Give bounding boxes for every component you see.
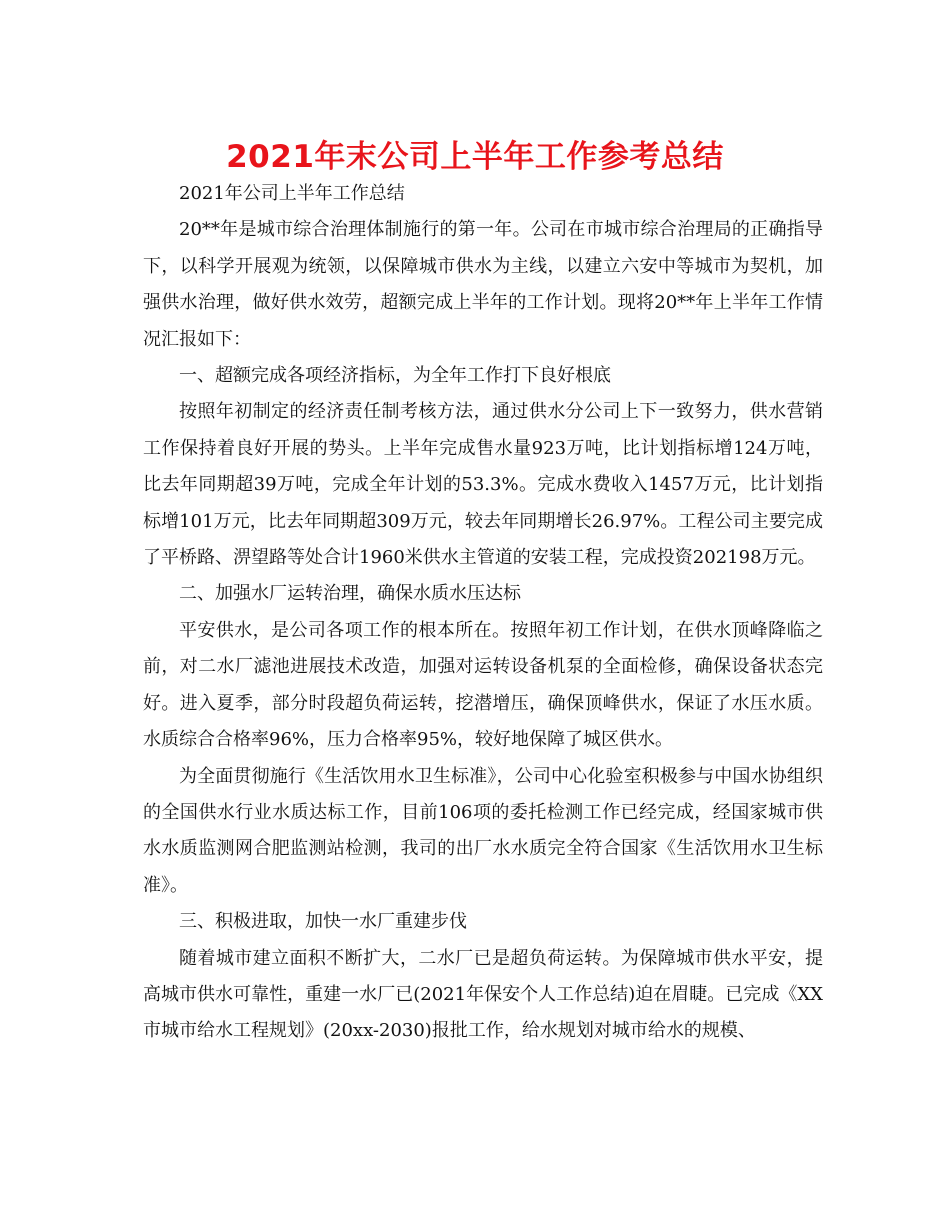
section-heading-1: 一、超额完成各项经济指标，为全年工作打下良好根底 — [179, 365, 611, 387]
paragraph-water-standard: 为全面贯彻施行《生活饮用水卫生标准》，公司中心化验室积极参与中国水协组织的全国供水行业水质达标工作，目前106项的委托检测工作已经完成，经国家城市供水水质监测网合肥监测站检测，我司的出厂水水质完全符合国家《生活饮用水卫生标准》。 — [143, 765, 823, 896]
paragraph-intro: 20**年是城市综合治理体制施行的第一年。公司在市城市综合治理局的正确指导下，以科学开展观为统领，以保障城市供水为主线，以建立六安中等城市为契机，加强供水治理，做好供水效劳，超额完成上半年的工作计划。现将20**年上半年工作情况汇报如下： — [143, 219, 823, 350]
section-heading-2: 二、加强水厂运转治理，确保水质水压达标 — [179, 583, 521, 605]
paragraph-economic: 按照年初制定的经济责任制考核方法，通过供水分公司上下一致努力，供水营销工作保持着良好开展的势头。上半年完成售水量923万吨，比计划指标增124万吨，比去年同期超39万吨，完成全年计划的53.3%。完成水费收入1457万元，比计划指标增101万元，比去年同期超309万元，较去年同期增长26.97%。工程公司主要完成了平桥路、淠望路等处合计1960米供水主管道的安装工程，完成投资202198万元。 — [143, 401, 823, 569]
paragraph-rebuild: 随着城市建立面积不断扩大，二水厂已是超负荷运转。为保障城市供水平安，提高城市供水可靠性，重建一水厂已(2021年保安个人工作总结)迫在眉睫。已完成《XX市城市给水工程规划》(20xx-2030)报批工作，给水规划对城市给水的规模、 — [143, 947, 823, 1042]
paragraph-subtitle: 2021年公司上半年工作总结 — [179, 183, 405, 204]
paragraph-water-safety: 平安供水，是公司各项工作的根本所在。按照年初工作计划，在供水顶峰降临之前，对二水厂滤池进展技术改造，加强对运转设备机泵的全面检修，确保设备状态完好。进入夏季，部分时段超负荷运转，挖潜增压，确保顶峰供水，保证了水压水质。水质综合合格率96%，压力合格率95%，较好地保障了城区供水。 — [143, 619, 823, 751]
document-body — [143, 176, 823, 1050]
section-heading-3: 三、积极进取，加快一水厂重建步伐 — [179, 911, 467, 933]
document-title: 2021年末公司上半年工作参考总结 — [226, 139, 724, 175]
